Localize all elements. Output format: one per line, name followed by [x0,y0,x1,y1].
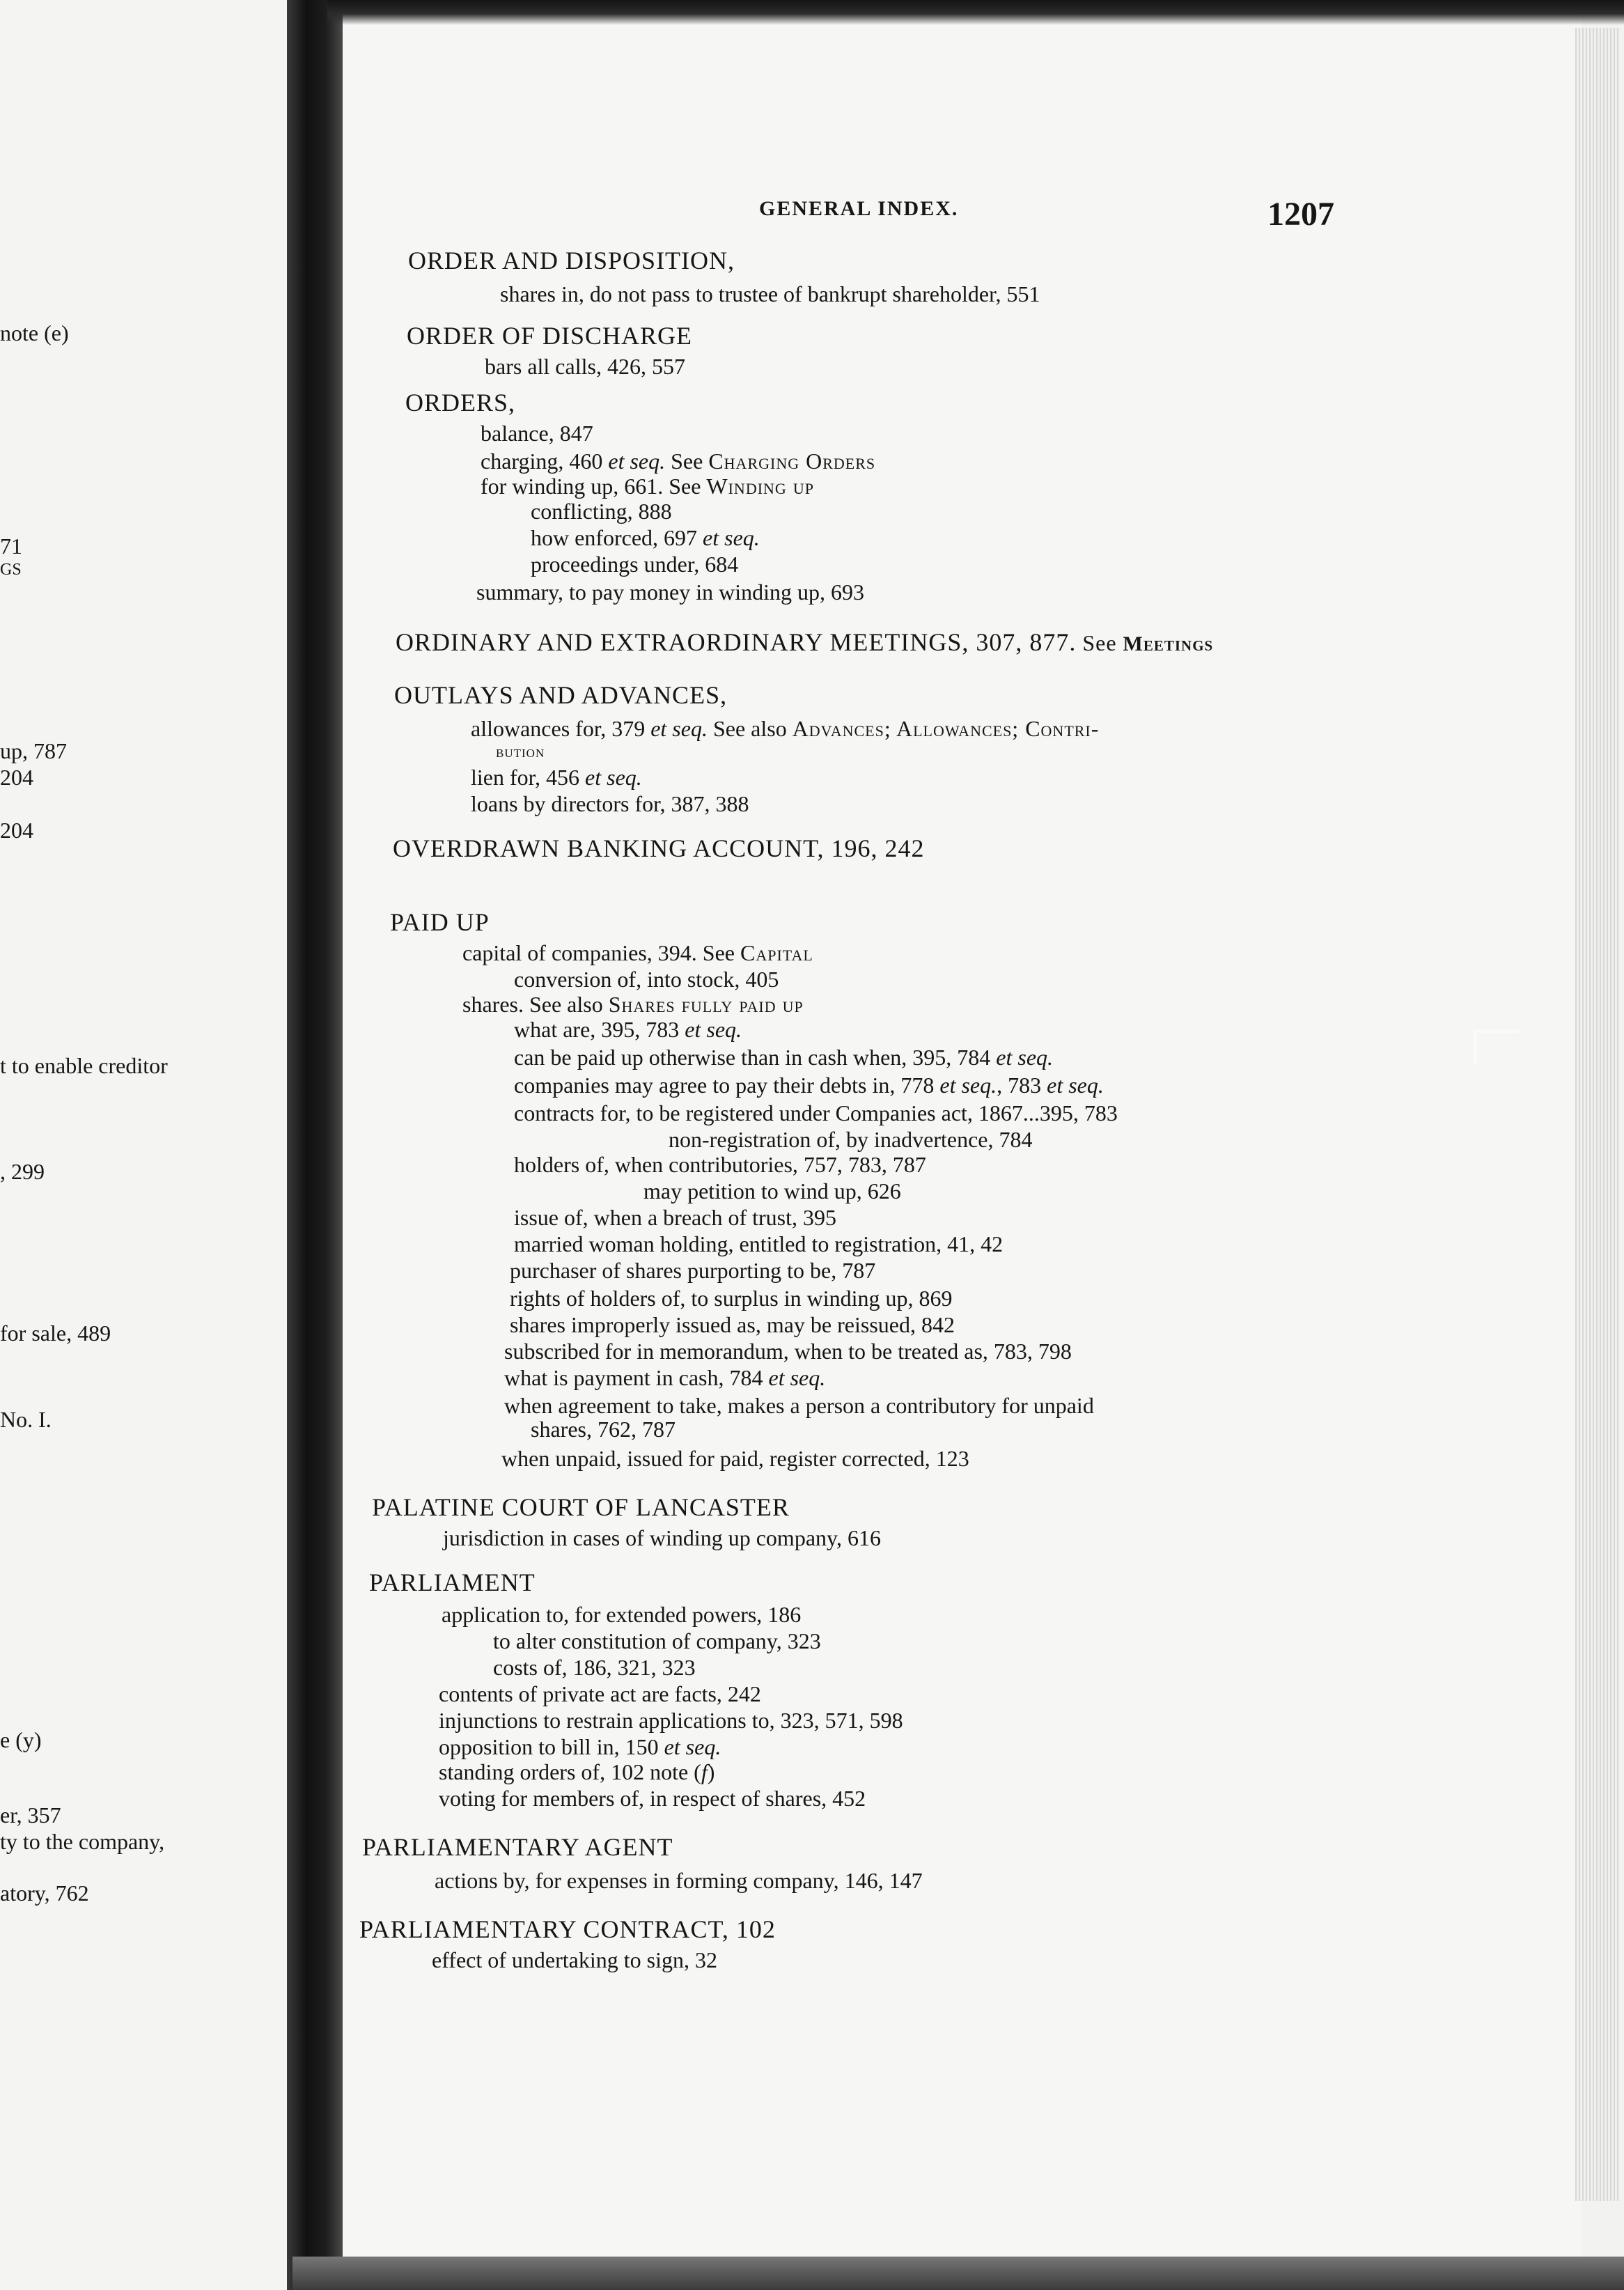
left-line: e (y) [0,1727,42,1752]
entry-line: non-registration of, by inadvertence, 784 [669,1127,1033,1152]
entry-line: conversion of, into stock, 405 [514,967,779,992]
entry-heading: PAID UP [390,908,490,936]
entry-line: bution [496,743,545,761]
entry-line: allowances for, 379 et seq. See also Advances; Allowances; Contri- [471,716,1100,741]
left-line: er, 357 [0,1802,61,1828]
entry-line: charging, 460 et seq. See Charging Orders [481,449,876,474]
left-line: No. I. [0,1407,52,1432]
entry-line: shares, 762, 787 [531,1417,676,1442]
entry-line: effect of undertaking to sign, 32 [432,1947,717,1972]
entry-heading: PALATINE COURT OF LANCASTER [372,1493,790,1521]
entry-heading: ORDER OF DISCHARGE [407,322,693,350]
entry-line: shares in, do not pass to trustee of bankrupt shareholder, 551 [500,281,1040,306]
entry-line: shares. See also Shares fully paid up [462,992,804,1017]
entry-heading: PARLIAMENT [369,1568,536,1596]
entry-line: to alter constitution of company, 323 [493,1628,821,1653]
entry-heading: OVERDRAWN BANKING ACCOUNT, 196, 242 [393,834,925,862]
entry-line: when agreement to take, makes a person a contributory for unpaid [504,1393,1094,1418]
left-line: 204 [0,818,33,843]
entry-line: purchaser of shares purporting to be, 787 [510,1258,876,1283]
entry-line: issue of, when a breach of trust, 395 [514,1205,836,1230]
left-line: for sale, 489 [0,1321,111,1346]
entry-heading: ORDERS, [405,389,516,416]
left-line: note (e) [0,320,69,345]
entry-line: summary, to pay money in winding up, 693 [476,579,864,605]
left-line: ty to the company, [0,1829,165,1854]
entry-line: for winding up, 661. See Winding up [481,474,814,499]
left-line: 204 [0,765,33,790]
left-line: atory, 762 [0,1880,89,1906]
page-edges [1575,28,1620,2201]
entry-line: voting for members of, in respect of shares, 452 [439,1786,866,1811]
entry-line: shares improperly issued as, may be reissued, 842 [510,1312,955,1337]
entry-line: what are, 395, 783 et seq. [514,1017,742,1042]
entry-heading: PARLIAMENTARY CONTRACT, 102 [359,1915,776,1943]
left-line: up, 787 [0,738,67,763]
entry-line: loans by directors for, 387, 388 [471,791,749,816]
entry-heading: ORDER AND DISPOSITION, [408,247,735,274]
entry-line: subscribed for in memorandum, when to be treated as, 783, 798 [504,1339,1072,1364]
entry-heading: OUTLAYS AND ADVANCES, [394,681,728,709]
entry-line: holders of, when contributories, 757, 783, 787 [514,1152,926,1177]
left-line: t to enable creditor [0,1053,168,1078]
entry-line: capital of companies, 394. See Capital [462,940,813,965]
entry-line: actions by, for expenses in forming company, 146, 147 [435,1868,923,1893]
entry-line: standing orders of, 102 note (f) [439,1759,715,1784]
entry-line: rights of holders of, to surplus in winding up, 869 [510,1286,953,1311]
entry-line: married woman holding, entitled to registration, 41, 42 [514,1231,1004,1256]
book-gutter [287,0,343,2290]
entry-line: proceedings under, 684 [531,552,739,577]
entry-line: when unpaid, issued for paid, register corrected, 123 [501,1446,969,1471]
entry-line: balance, 847 [481,421,593,446]
entry-line: how enforced, 697 et seq. [531,525,760,550]
entry-line: contracts for, to be registered under Companies act, 1867...395, 783 [514,1100,1118,1125]
left-line: 71 [0,533,22,559]
running-header: GENERAL INDEX. [759,197,959,220]
entry-line: companies may agree to pay their debts in, 778 et seq., 783 et seq. [514,1073,1104,1098]
entry-line: lien for, 456 et seq. [471,765,642,790]
entry-line: contents of private act are facts, 242 [439,1681,761,1706]
entry-line: jurisdiction in cases of winding up company, 616 [443,1525,881,1550]
left-line: GS [0,561,22,579]
entry-line: may petition to wind up, 626 [643,1178,901,1204]
bottom-shadow [292,2257,1624,2290]
entry-line: conflicting, 888 [531,499,672,524]
entry-heading: PARLIAMENTARY AGENT [362,1833,673,1861]
page-mark [1474,1029,1519,1065]
entry-line: what is payment in cash, 784 et seq. [504,1365,826,1390]
page-number: 1207 [1267,196,1334,233]
entry-line: can be paid up otherwise than in cash when, 395, 784 et seq. [514,1045,1054,1070]
entry-line: application to, for extended powers, 186 [442,1602,802,1627]
entry-heading: ORDINARY AND EXTRAORDINARY MEETINGS, 307, 877. See Meetings [396,628,1214,656]
top-shadow [327,0,1624,25]
entry-line: opposition to bill in, 150 et seq. [439,1734,721,1759]
left-line: , 299 [0,1159,45,1184]
entry-line: injunctions to restrain applications to, 323, 571, 598 [439,1708,903,1733]
entry-line: costs of, 186, 321, 323 [493,1655,696,1680]
entry-line: bars all calls, 426, 557 [485,354,685,379]
